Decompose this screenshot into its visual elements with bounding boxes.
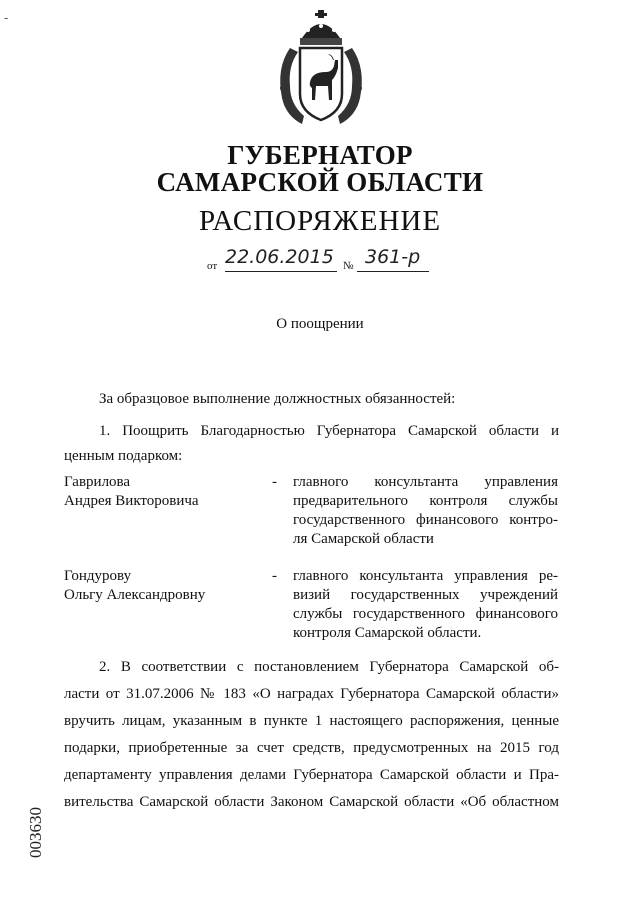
- coat-of-arms-emblem: [272, 8, 370, 130]
- number-underline: [357, 271, 429, 272]
- person2-position-line1: главного консультанта управления ре-: [293, 568, 558, 584]
- person1-dash: -: [272, 474, 277, 490]
- item2-line4: подарки, приобретенные за счет средств, предусмотренных на 2015 год: [64, 740, 559, 756]
- person1-position-line3: государственного финансового контро-: [293, 512, 558, 528]
- person2-position-line3: службы государственного финансового: [293, 606, 558, 622]
- item1-line2: ценным подарком:: [64, 448, 183, 464]
- handwritten-date: 22.06.2015: [225, 246, 334, 268]
- document-type: РАСПОРЯЖЕНИЕ: [198, 205, 442, 237]
- date-prefix: от: [207, 260, 218, 272]
- item2-line2: ласти от 31.07.2006 № 183 «О наградах Губернатора Самарской области»: [64, 686, 559, 702]
- date-underline: [225, 271, 337, 272]
- side-serial-number-text: 003630: [26, 807, 45, 858]
- person1-position-line2: предварительного контроля службы: [293, 493, 558, 509]
- registration-row: [207, 246, 447, 276]
- person2-name-line1: Гондурову: [64, 568, 132, 584]
- handwritten-number: 361-р: [365, 246, 421, 268]
- org-title-line1: ГУБЕРНАТОР: [227, 140, 413, 170]
- person1-name-line2: Андрея Викторовича: [64, 493, 199, 509]
- margin-mark: -: [4, 10, 9, 25]
- org-title-line2: САМАРСКОЙ ОБЛАСТИ: [156, 167, 484, 197]
- person2-position-line4: контроля Самарской области.: [293, 625, 482, 641]
- item2-line5: департаменту управления делами Губернатора Самарской области и Пра-: [64, 767, 559, 783]
- document-subject: О поощрении: [276, 316, 364, 332]
- crown-icon: [300, 10, 342, 45]
- number-prefix: №: [343, 260, 354, 272]
- person1-name-line1: Гаврилова: [64, 474, 131, 490]
- item2-line1: 2. В соответствии с постановлением Губернатора Самарской об-: [99, 659, 559, 675]
- side-serial-number: [26, 770, 46, 860]
- person1-position-line1: главного консультанта управления: [293, 474, 558, 490]
- person2-name-line2: Ольгу Александровну: [64, 587, 206, 603]
- item2-line3: вручить лицам, указанным в пункте 1 настоящего распоряжения, ценные: [64, 713, 559, 729]
- item2-line6: вительства Самарской области Законом Самарской области «Об областном: [64, 794, 559, 810]
- intro-line: За образцовое выполнение должностных обязанностей:: [99, 391, 456, 407]
- person2-position-line2: визий государственных учреждений: [293, 587, 558, 603]
- person1-position-line4: ля Самарской области: [293, 531, 434, 547]
- person2-dash: -: [272, 568, 277, 584]
- item1-line1: 1. Поощрить Благодарностью Губернатора Самарской области и: [99, 423, 559, 439]
